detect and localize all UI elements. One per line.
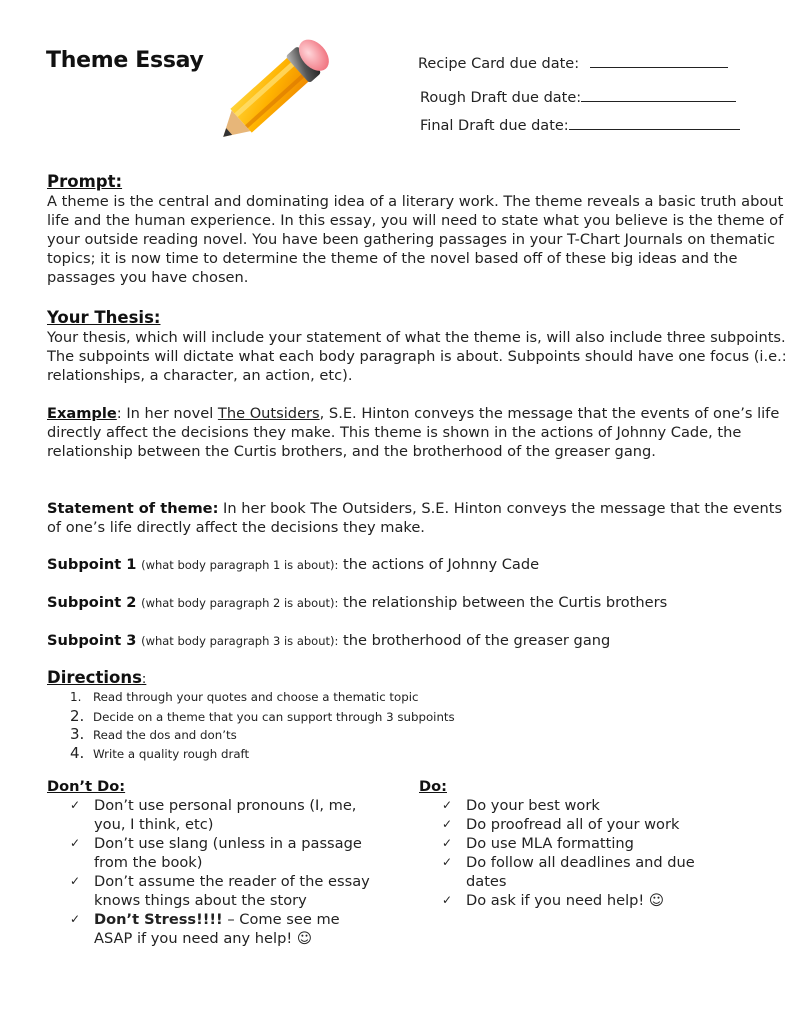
subpoint-label: Subpoint 1 (47, 556, 137, 573)
dont-do-heading: Don’t Do: (47, 778, 126, 795)
do-heading: Do: (419, 778, 447, 795)
direction-text: Decide on a theme that you can support through 3 subpoints (93, 709, 455, 724)
direction-number: 1. (70, 690, 82, 704)
checkmark-icon: ✓ (70, 836, 81, 850)
recipe-card-due-date (418, 56, 728, 72)
subpoint-hint: (what body paragraph 2 is about): (141, 596, 339, 610)
direction-item (70, 688, 455, 707)
subpoint-text: the relationship between the Curtis brothers (343, 594, 668, 611)
directions-list (70, 688, 455, 762)
subpoint-hint: (what body paragraph 1 is about): (141, 558, 339, 572)
example-text-after: , S.E. Hinton conveys the message that the events of one’s life directly affect the decisions they make. This theme is shown in the actions of Johnny Cade, the relationship between the Curtis brothers, and the brotherhood of the greaser gang. (47, 405, 780, 460)
do-text: Do proofread all of your work (466, 816, 680, 833)
pencil-icon (198, 22, 348, 157)
do-item (442, 815, 732, 834)
direction-item (70, 725, 455, 744)
do-text: Do ask if you need help! ☺ (466, 892, 665, 909)
book-title: The Outsiders (217, 405, 320, 422)
directions-colon: : (141, 672, 147, 687)
prompt-text: A theme is the central and dominating idea of a literary work. The theme reveals a basic truth about life and the human experience. In this essay, you will need to state what you believe is the theme of your outside reading novel. You have been gathering passages in your T-Chart Journals on thematic topics; it is now time to determine the theme of the novel based off of these big ideas and the passages you have chosen. (47, 193, 784, 286)
rough-draft-due-blank[interactable] (581, 100, 736, 102)
direction-item (70, 707, 455, 726)
directions-heading (47, 668, 146, 687)
checkmark-icon: ✓ (70, 912, 81, 926)
direction-text: Read the dos and don’ts (93, 728, 237, 742)
rough-draft-due-label: Rough Draft due date: (420, 90, 582, 106)
statement-label: Statement of theme: (47, 500, 219, 517)
do-text: Do follow all deadlines and due dates (466, 854, 695, 890)
direction-text: Write a quality rough draft (93, 746, 250, 761)
dont-do-text: – Come see me ASAP if you need any help! ☺ (94, 911, 340, 947)
dont-do-item (70, 834, 370, 872)
dont-do-item (70, 872, 370, 910)
dont-do-text: Don’t use slang (unless in a passage from the book) (94, 835, 362, 871)
direction-text: Read through your quotes and choose a thematic topic (93, 690, 419, 704)
do-item (442, 853, 732, 891)
thesis-text: Your thesis, which will include your statement of what the theme is, will also include three subpoints. The subpoints will dictate what each body paragraph is about. Subpoints should have one focus (i.e.: relationships, a character, an action, etc). (47, 329, 787, 384)
subpoint-2 (47, 594, 667, 611)
direction-item (70, 744, 455, 763)
do-list (442, 796, 732, 910)
final-draft-due-date (420, 118, 740, 134)
do-text: Do use MLA formatting (466, 835, 634, 852)
rough-draft-due-date (420, 90, 736, 106)
example-text-before: : In her novel (116, 405, 218, 422)
checkmark-icon: ✓ (70, 798, 81, 812)
dont-do-item (70, 910, 370, 948)
subpoint-label: Subpoint 3 (47, 632, 137, 649)
dont-stress-label: Don’t Stress!!!! (94, 911, 223, 928)
checkmark-icon: ✓ (442, 817, 453, 831)
direction-number: 4. (70, 743, 85, 762)
final-draft-due-blank[interactable] (569, 128, 740, 130)
subpoint-3 (47, 632, 610, 649)
do-text: Do your best work (466, 797, 600, 814)
document-title: Theme Essay (46, 48, 204, 73)
subpoint-text: the brotherhood of the greaser gang (343, 632, 611, 649)
dont-do-text: Don’t assume the reader of the essay knows things about the story (94, 873, 370, 909)
prompt-heading: Prompt: (47, 172, 123, 191)
direction-number: 2. (70, 706, 85, 725)
subpoint-label: Subpoint 2 (47, 594, 137, 611)
dont-do-list (70, 796, 370, 948)
direction-number: 3. (70, 725, 85, 743)
statement-of-theme (47, 499, 787, 537)
subpoint-1 (47, 556, 539, 573)
thesis-heading: Your Thesis: (47, 308, 161, 327)
checkmark-icon: ✓ (70, 874, 81, 888)
do-item (442, 834, 732, 853)
directions-heading-text: Directions (47, 668, 142, 687)
dont-do-text: Don’t use personal pronouns (I, me, you, I think, etc) (94, 797, 357, 833)
checkmark-icon: ✓ (442, 855, 453, 869)
recipe-card-due-blank[interactable] (590, 66, 728, 68)
recipe-card-due-label: Recipe Card due date: (418, 56, 580, 72)
do-item (442, 796, 732, 815)
statement-text: In her book The Outsiders, S.E. Hinton conveys the message that the events of one’s life directly affect the decisions they make. (47, 500, 783, 536)
example-paragraph (47, 404, 787, 461)
final-draft-due-label: Final Draft due date: (420, 118, 569, 134)
subpoint-text: the actions of Johnny Cade (343, 556, 540, 573)
checkmark-icon: ✓ (442, 836, 453, 850)
subpoint-hint: (what body paragraph 3 is about): (141, 634, 339, 648)
dont-do-item (70, 796, 370, 834)
checkmark-icon: ✓ (442, 798, 453, 812)
example-label: Example (47, 405, 117, 422)
do-item (442, 891, 732, 910)
checkmark-icon: ✓ (442, 893, 453, 907)
